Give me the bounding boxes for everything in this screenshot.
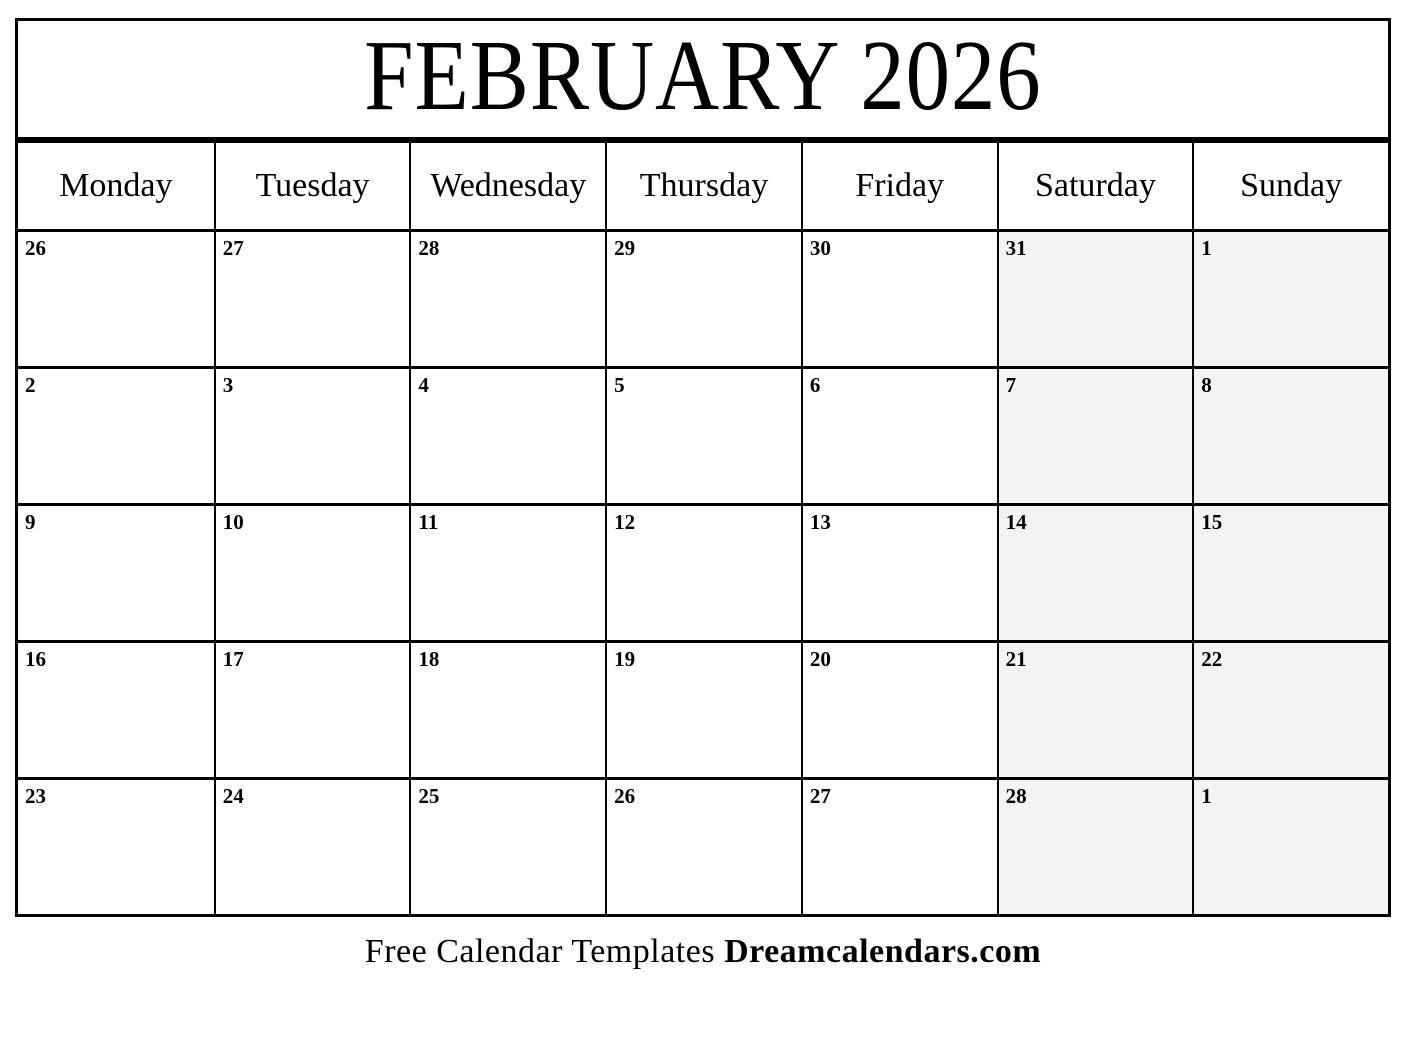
day-cell: 26: [18, 229, 214, 366]
day-cell: 28: [409, 229, 605, 366]
weekday-header-tuesday: Tuesday: [214, 143, 410, 229]
weekday-header-saturday: Saturday: [997, 143, 1193, 229]
day-cell: 27: [214, 229, 410, 366]
calendar: [15, 18, 1391, 917]
day-cell: 3: [214, 366, 410, 503]
day-cell: 16: [18, 640, 214, 777]
day-cell: 30: [801, 229, 997, 366]
day-cell: 23: [18, 777, 214, 914]
day-cell: 12: [605, 503, 801, 640]
day-cell: 11: [409, 503, 605, 640]
day-cell: 15: [1192, 503, 1388, 640]
day-cell: 24: [214, 777, 410, 914]
day-cell: 29: [605, 229, 801, 366]
weekday-header-wednesday: Wednesday: [409, 143, 605, 229]
footer-brand: Dreamcalendars.com: [724, 933, 1042, 970]
day-cell: 27: [801, 777, 997, 914]
day-cell: 17: [214, 640, 410, 777]
day-cell: 31: [997, 229, 1193, 366]
day-cell: 4: [409, 366, 605, 503]
day-cell: 19: [605, 640, 801, 777]
day-cell: 28: [997, 777, 1193, 914]
day-cell: 10: [214, 503, 410, 640]
calendar-title-box: [15, 18, 1391, 140]
day-cell: 5: [605, 366, 801, 503]
day-cell: 8: [1192, 366, 1388, 503]
day-cell: 2: [18, 366, 214, 503]
day-cell: 18: [409, 640, 605, 777]
day-cell: 7: [997, 366, 1193, 503]
calendar-title: FEBRUARY 2026: [364, 18, 1042, 131]
day-cell: 21: [997, 640, 1193, 777]
day-cell: 1: [1192, 777, 1388, 914]
calendar-grid: [15, 140, 1391, 917]
day-cell: 25: [409, 777, 605, 914]
day-cell: 14: [997, 503, 1193, 640]
day-cell: 9: [18, 503, 214, 640]
day-cell: 20: [801, 640, 997, 777]
calendar-page: [0, 18, 1406, 1038]
day-cell: 22: [1192, 640, 1388, 777]
footer-text: Free Calendar Templates: [364, 933, 725, 970]
day-cell: 1: [1192, 229, 1388, 366]
day-cell: 6: [801, 366, 997, 503]
day-cell: 26: [605, 777, 801, 914]
weekday-header-sunday: Sunday: [1192, 143, 1388, 229]
weekday-header-friday: Friday: [801, 143, 997, 229]
weekday-header-thursday: Thursday: [605, 143, 801, 229]
footer: [0, 933, 1406, 971]
day-cell: 13: [801, 503, 997, 640]
weekday-header-monday: Monday: [18, 143, 214, 229]
